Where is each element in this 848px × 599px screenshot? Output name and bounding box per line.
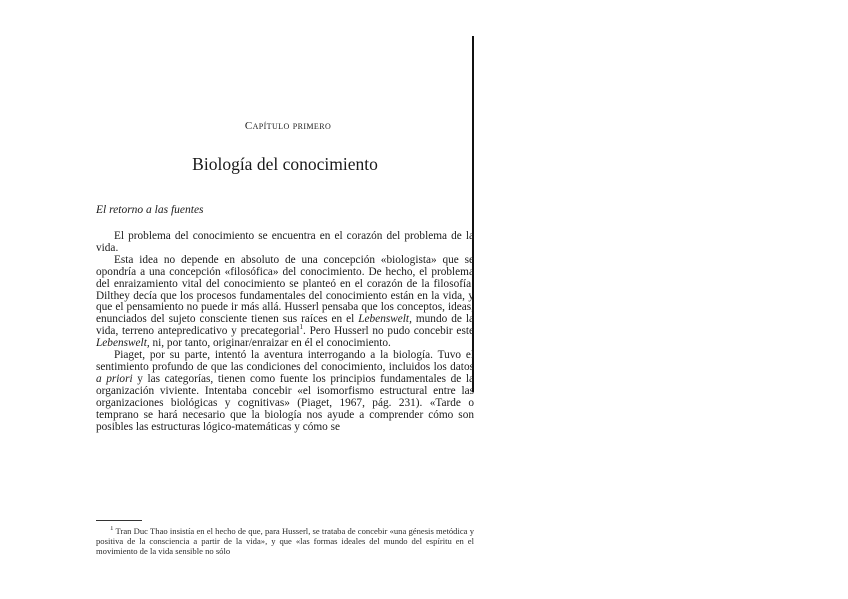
paragraph-3-text-a: Piaget, por su parte, intentó la aventura interrogando a la biología. Tuvo el sentimiento profundo de que las condiciones del conocimiento, incluidos los datos bbox=[96, 349, 474, 373]
lebenswelt-term-1: Lebenswelt, bbox=[358, 313, 412, 326]
footnote-1 bbox=[96, 526, 474, 557]
a-priori-term: a priori bbox=[96, 372, 133, 385]
chapter-title: Biología del conocimiento bbox=[192, 154, 378, 174]
section-heading: El retorno a las fuentes bbox=[96, 204, 204, 216]
paragraph-2-text-a: Esta idea no depende en absoluto de una concepción «biologista» que se opondría a una concepción «filosófica» del conocimiento. De hecho, el problema del enraizamiento vital del conocimiento se planteó en el corazón de la filosofía. Dilthey decía que los procesos fundamentales del conocimiento están en la vida, y que el pensamiento no puede ir más allá. Husserl pensaba que los conceptos, ideas, enunciados del sujeto consciente tienen sus raíces en el bbox=[96, 253, 474, 326]
paragraph-1: El problema del conocimiento se encuentra en el corazón del problema de la vida. bbox=[96, 230, 474, 254]
paragraph-2-text-b: mundo de la vida, terreno antepredicativo y precategorial bbox=[96, 313, 475, 338]
lebenswelt-term-2: Lebenswelt, bbox=[96, 337, 150, 350]
footnotes bbox=[96, 526, 474, 564]
footnote-divider bbox=[96, 520, 142, 521]
paragraph-2 bbox=[96, 255, 474, 350]
paragraph-2-text-c: . Pero Husserl no pudo concebir este bbox=[303, 325, 474, 338]
paragraph-3 bbox=[96, 350, 474, 433]
body-text bbox=[96, 231, 474, 433]
footnote-mark: 1 bbox=[110, 526, 114, 533]
footnote-reference: 1 bbox=[299, 323, 304, 332]
paragraph-3-text-b: y las categorías, tienen como fuente los principios fundamentales de la organización viviente. Intentaba concebir «el isomorfismo estructural entre las organizaciones biológicas y cognitivas» (Piaget, 1967, pág. 231). «Tarde o temprano se hará necesario que la biología nos ayude a comprender cómo son posibles las estructuras lógico-matemáticas y cómo se bbox=[96, 372, 475, 433]
footnote-text: Tran Duc Thao insistía en el hecho de que, para Husserl, se trataba de concebir «una génesis metódica y positiva de la consciencia a partir de la vida», y que «las formas ideales del mundo del espíritu en el movimiento de la vida sensible no sólo bbox=[96, 526, 474, 557]
paragraph-2-text-d: ni, por tanto, originar/enraizar en él el conocimiento. bbox=[149, 337, 391, 350]
chapter-label: Capítulo primero bbox=[244, 120, 332, 132]
